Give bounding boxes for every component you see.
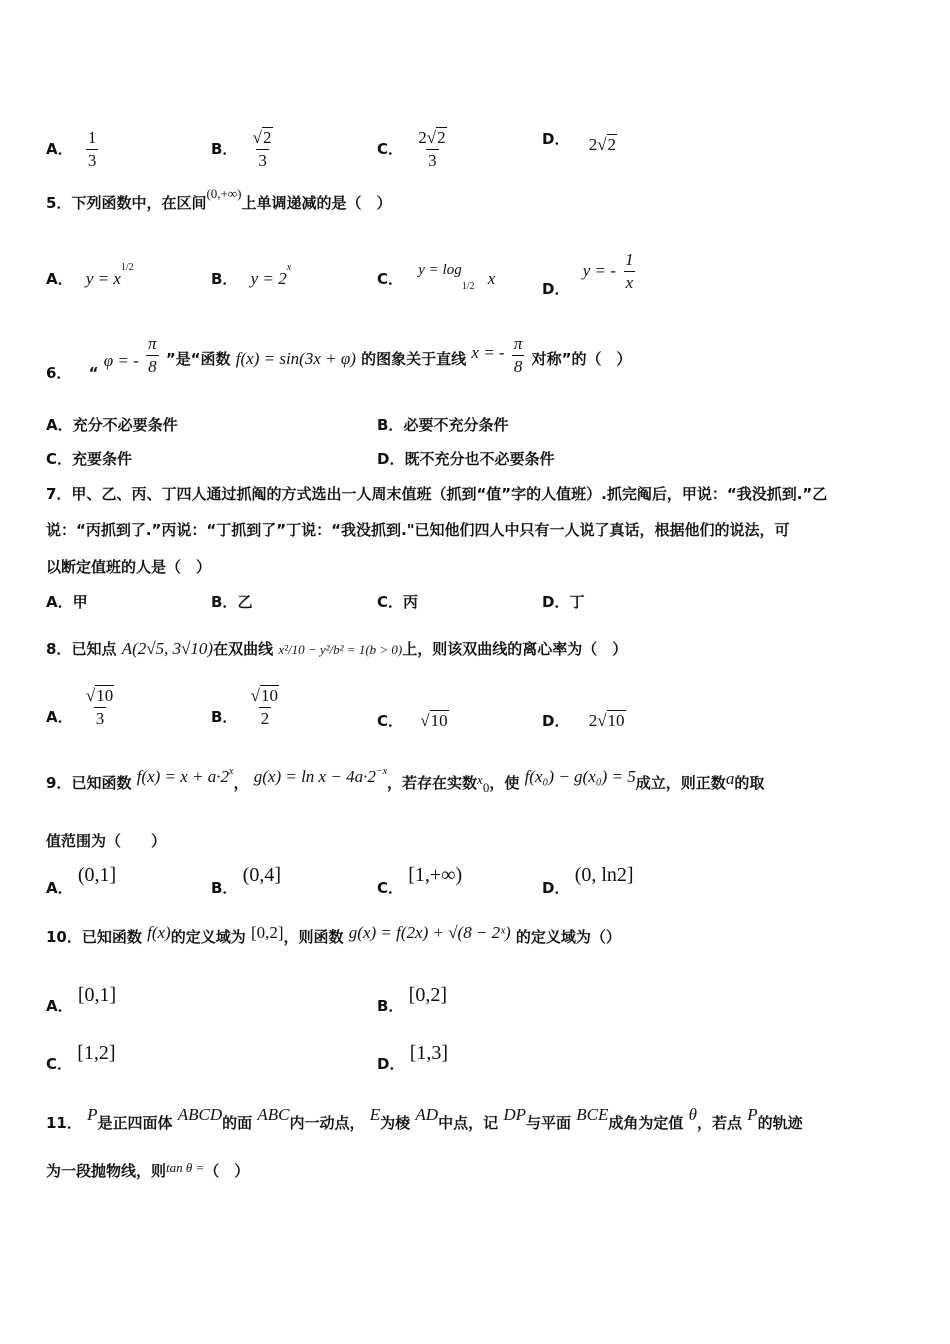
point-expression: A(2√5, 3√10)	[121, 639, 214, 658]
option-text: 既不充分也不必要条件	[404, 450, 555, 468]
question-7-line-3: 以断定值班的人是（ ）	[46, 558, 212, 576]
option-label: C．	[377, 593, 404, 611]
radicand: 10	[261, 686, 279, 705]
q8-option-b: B． $\frac{√10}{2}$	[211, 686, 279, 728]
question-text: 中点，记	[438, 1114, 499, 1132]
option-math: (0,1]	[77, 864, 117, 886]
q7-option-b	[211, 591, 252, 612]
fraction-numerator: 1	[87, 128, 97, 147]
fraction-numerator: 1	[625, 250, 634, 269]
phi-expression: φ = -	[103, 351, 139, 370]
f-expression: f(x) = x + a·2	[136, 767, 230, 786]
denominator: 8	[148, 357, 157, 376]
question-text: 上单调递减的是（ ）	[241, 194, 392, 212]
option-text: 丙	[403, 593, 419, 611]
edge-ad: AD	[415, 1105, 439, 1124]
option-math: [1,2]	[77, 1042, 116, 1064]
point-p: P	[747, 1105, 758, 1124]
q4-option-a	[46, 128, 100, 171]
option-math: y = x	[85, 269, 121, 288]
radicand: 2	[607, 135, 617, 154]
option-label: B．	[211, 593, 238, 611]
option-label: B．	[211, 270, 238, 288]
coefficient: 2	[588, 135, 598, 154]
radicand: 10	[607, 711, 625, 730]
option-label: D．	[542, 280, 570, 298]
q4-option-c: C． $\frac{2√2}{3}$	[377, 128, 446, 170]
question-text: 已知函数	[71, 774, 132, 792]
option-label: C．	[46, 450, 73, 468]
radicand: 10	[96, 686, 114, 705]
question-text: 为一段抛物线，则	[46, 1162, 167, 1180]
point-p: P	[87, 1105, 98, 1124]
question-text: 是正四面体	[97, 1114, 173, 1132]
q4-option-d: D． 2√2	[542, 130, 617, 154]
g-expression: g(x) = ln x − 4a·2	[253, 767, 376, 786]
question-text: （ ）	[204, 1162, 250, 1180]
q9-option-b	[211, 864, 281, 897]
question-text: 对称”的（ ）	[531, 350, 632, 368]
q6-option-a	[46, 414, 178, 435]
fraction-denominator: 3	[95, 709, 105, 728]
interval: (0,+∞)	[206, 186, 242, 201]
option-label: C．	[377, 879, 404, 897]
q6-option-b	[377, 414, 508, 435]
option-math: [1,3]	[409, 1042, 449, 1064]
option-math: y = log	[418, 262, 462, 278]
segment-dp: DP	[503, 1105, 526, 1124]
question-11-line-2	[46, 1160, 249, 1181]
sqrt-symbol: √	[252, 128, 263, 147]
q10-option-b	[377, 984, 447, 1015]
a-variable: a	[725, 769, 735, 788]
tan-theta: tan θ =	[166, 1160, 205, 1175]
question-text: 的定义域为（）	[515, 928, 621, 946]
q10-option-a	[46, 984, 117, 1015]
question-number: 11．	[46, 1114, 82, 1132]
question-text: 的面	[222, 1114, 253, 1132]
fraction-denominator: x	[625, 273, 634, 292]
q9-option-a	[46, 864, 117, 897]
option-text: 必要不充分条件	[403, 416, 509, 434]
option-math: (0,4]	[242, 864, 281, 886]
question-number: 5．	[46, 194, 72, 212]
option-math: (0, ln2]	[574, 864, 634, 886]
point-e: E	[369, 1105, 381, 1124]
option-label: B．	[377, 416, 404, 434]
hyperbola-equation: x²/10 − y²/b² = 1(b > 0)	[278, 642, 403, 657]
theta: θ	[688, 1105, 697, 1124]
denominator: 8	[513, 357, 523, 376]
pi: π	[513, 334, 523, 353]
option-label: C．	[377, 270, 404, 288]
radicand: 2	[437, 128, 446, 147]
log-base: 1/2	[461, 281, 475, 292]
radicand: 10	[430, 711, 448, 730]
condition-expression: f(x₀) − g(x₀) = 5	[524, 767, 636, 786]
question-text: ，使	[489, 774, 520, 792]
option-label: B．	[211, 140, 238, 158]
q5-option-c	[377, 262, 496, 292]
question-text: 成立，则正数	[635, 774, 726, 792]
option-label: B．	[211, 708, 238, 726]
exponent: x	[286, 262, 292, 273]
exponent: −x	[375, 766, 388, 777]
function-expression: f(x) = sin(3x + φ)	[235, 349, 356, 368]
question-number: 6．	[46, 364, 72, 382]
question-text: 的取	[734, 774, 765, 792]
separator: ，	[233, 774, 249, 792]
coefficient: 2	[418, 128, 427, 147]
question-text: 内一动点，	[289, 1114, 365, 1132]
option-math: [0,2]	[408, 984, 447, 1006]
option-label: A．	[46, 416, 73, 434]
q10-option-c	[46, 1042, 116, 1073]
option-label: D．	[377, 450, 405, 468]
question-text: 的图象关于直线	[361, 350, 467, 368]
g-expression: g(x) = f(2x) + √(8 − 2ˣ)	[348, 923, 511, 942]
q6-option-c	[46, 448, 132, 469]
question-5	[46, 186, 392, 213]
x0-variable: x	[477, 772, 483, 787]
coefficient: 2	[588, 711, 598, 730]
question-text: 的轨迹	[757, 1114, 803, 1132]
fraction-denominator: 3	[428, 151, 437, 170]
question-11	[46, 1104, 803, 1132]
face-abc: ABC	[257, 1105, 290, 1124]
option-label: A．	[46, 140, 73, 158]
question-text: 已知函数	[81, 928, 142, 946]
option-label: D．	[542, 712, 570, 730]
option-label: A．	[46, 270, 73, 288]
question-text: 成角为定值	[608, 1114, 684, 1132]
option-math: y = 2	[250, 269, 287, 288]
f-expression: f(x)	[147, 923, 171, 942]
q8-option-c: C． √10	[377, 711, 448, 730]
option-math: y = -	[582, 261, 616, 280]
question-7-line-1: 7．甲、乙、丙、丁四人通过抓阄的方式选出一人周末值班（抓到“值”字的人值班）.抓完阄后，甲说：“我没抓到.”乙	[46, 485, 828, 503]
option-math: [0,1]	[77, 984, 117, 1006]
exponent: x	[229, 766, 234, 777]
question-text: ，则函数	[283, 928, 344, 946]
question-text: 已知点	[71, 640, 117, 658]
question-text: 的定义域为	[170, 928, 246, 946]
question-10	[46, 923, 621, 947]
question-number: 10．	[46, 928, 82, 946]
question-number: 9．	[46, 774, 72, 792]
option-text: 充分不必要条件	[72, 416, 178, 434]
question-text: 上，则该双曲线的离心率为（ ）	[402, 640, 628, 658]
q6-option-d	[377, 448, 554, 469]
question-8	[46, 638, 627, 659]
question-text: 在双曲线	[213, 640, 274, 658]
q5-option-d	[542, 250, 638, 298]
option-label: C．	[377, 140, 404, 158]
option-label: A．	[46, 879, 73, 897]
pi: π	[148, 334, 157, 353]
line-expression: x = -	[471, 343, 505, 362]
radicand: 2	[263, 128, 272, 147]
question-9-line-2: 值范围为（ ）	[46, 832, 167, 850]
q10-option-d	[377, 1042, 449, 1073]
q9-option-c	[377, 864, 463, 897]
q4-option-b	[211, 128, 277, 171]
quote-mark: “	[88, 364, 99, 382]
domain-interval: [0,2]	[250, 923, 284, 942]
question-9: 9．已知函数 $f(x) = x + a\cdot 2^x$， $g(x) = \ln x - 4a\cdot 2^{-x}$，若存在实数x0，使 f(x₀) − g(x₀) = 5成立，则正数a的取	[46, 766, 765, 795]
question-text: 下列函数中，在区间	[71, 194, 207, 212]
option-label: A．	[46, 593, 73, 611]
question-7-line-2: 说：“丙抓到了.”丙说：“丁抓到了”丁说：“我没抓到."已知他们四人中只有一人说了真话，根据他们的说法，可	[46, 521, 790, 539]
option-label: A．	[46, 708, 73, 726]
question-6	[46, 334, 632, 382]
tetrahedron-abcd: ABCD	[177, 1105, 223, 1124]
q5-option-a	[46, 262, 134, 289]
q8-option-a: A． $\frac{√10}{3}$	[46, 686, 114, 728]
option-label: B．	[377, 997, 404, 1015]
q7-option-c	[377, 591, 418, 612]
option-label: C．	[46, 1055, 73, 1073]
option-label: D．	[377, 1055, 405, 1073]
option-label: D．	[542, 879, 570, 897]
plane-bce: BCE	[576, 1105, 609, 1124]
option-label: D．	[542, 593, 570, 611]
option-text: 充要条件	[72, 450, 133, 468]
option-text: 丁	[569, 593, 585, 611]
question-number: 8．	[46, 640, 72, 658]
q7-option-d	[542, 591, 584, 612]
q5-option-b	[211, 262, 292, 289]
option-label: D．	[542, 130, 570, 148]
question-text: ”是“函数	[165, 350, 231, 368]
option-label: B．	[211, 879, 238, 897]
question-text: 与平面	[525, 1114, 571, 1132]
fraction-denominator: 3	[258, 151, 267, 170]
q8-option-d: D． 2√10	[542, 711, 625, 730]
question-text: 为棱	[380, 1114, 411, 1132]
question-text: ，若存在实数	[387, 774, 478, 792]
option-label: C．	[377, 712, 404, 730]
q9-option-d	[542, 864, 634, 897]
q7-option-a	[46, 591, 88, 612]
option-text: 乙	[237, 593, 253, 611]
option-math-tail: x	[487, 269, 496, 288]
option-math: [1,+∞)	[408, 864, 463, 886]
option-label: A．	[46, 997, 73, 1015]
option-text: 甲	[72, 593, 88, 611]
fraction-denominator: 3	[87, 151, 97, 170]
fraction-denominator: 2	[260, 709, 270, 728]
exponent: 1/2	[120, 262, 134, 273]
question-text: ，若点	[696, 1114, 742, 1132]
